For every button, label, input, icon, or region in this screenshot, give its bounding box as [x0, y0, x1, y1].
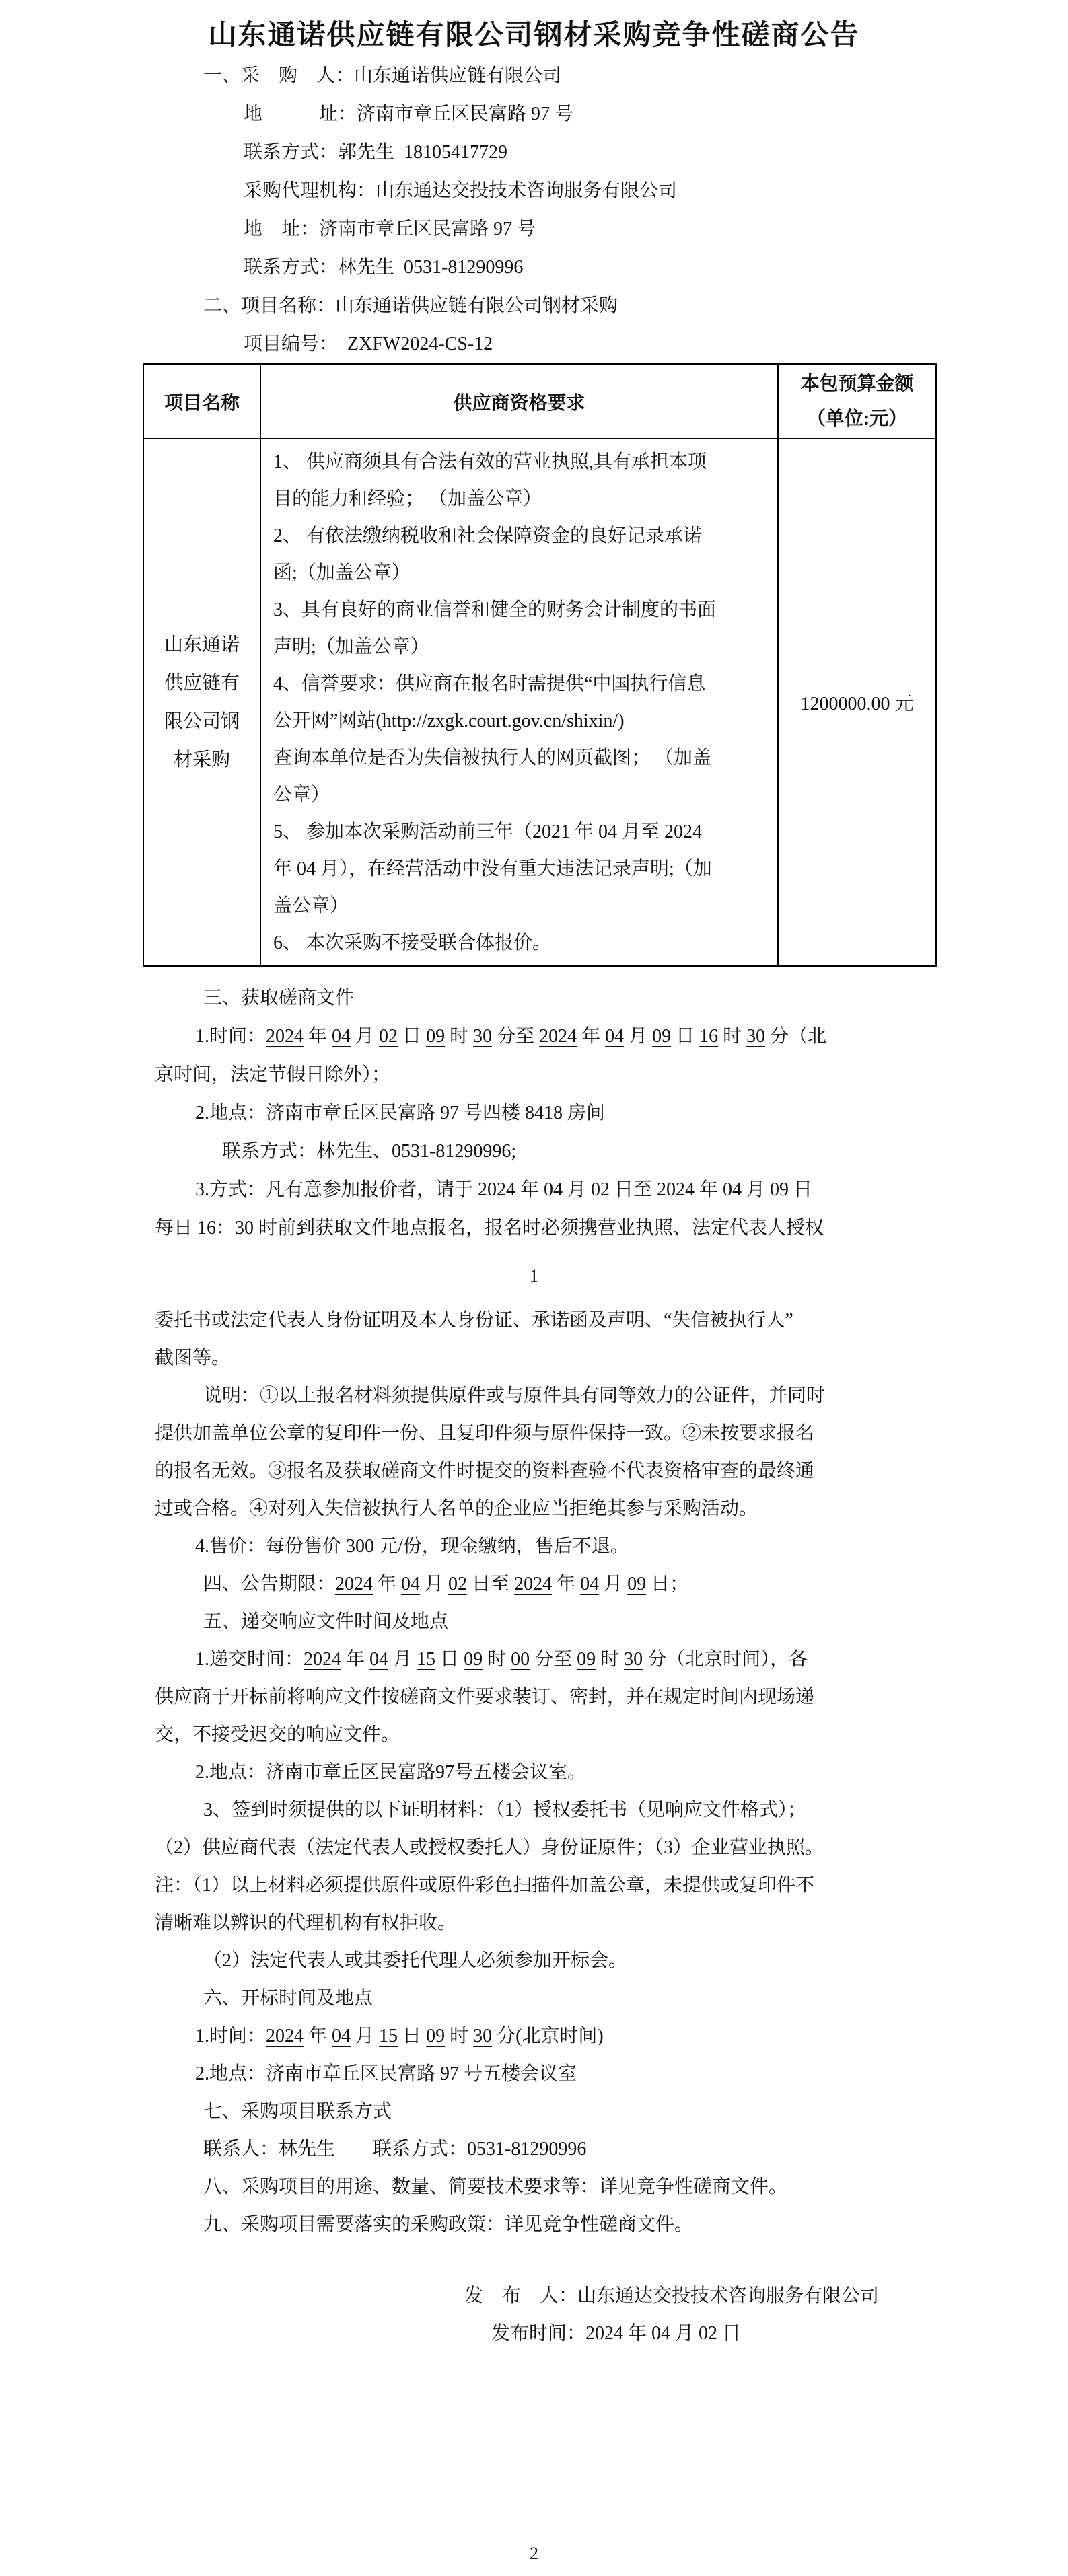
doc-line: 九、采购项目需要落实的采购政策：详见竞争性磋商文件。 [203, 2214, 694, 2235]
text-segment: 时 [596, 1649, 625, 1670]
doc-line: 交，不接受迟交的响应文件。 [155, 1724, 400, 1745]
col-header-budget [778, 364, 936, 439]
text-segment: 年 [341, 1649, 370, 1670]
text-segment: 日至 [467, 1574, 515, 1594]
underlined-date-segment: 2024 [539, 1026, 577, 1047]
doc-line: 的报名无效。③报名及获取磋商文件时提交的资料查验不代表资格审查的最终通 [155, 1461, 815, 1481]
underlined-date-segment: 15 [417, 1649, 436, 1670]
doc-line: 六、开标时间及地点 [203, 1988, 373, 2009]
text-segment: 日 [435, 1649, 464, 1670]
doc-line: 3、签到时须提供的以下证明材料：（1）授权委托书（见响应文件格式）； [203, 1800, 807, 1820]
requirement-line: 函;（加盖公章） [273, 562, 411, 583]
requirement-line: 6、 本次采购不接受联合体报价。 [273, 932, 552, 953]
doc-line: 五、递交响应文件时间及地点 [203, 1611, 449, 1632]
underlined-date-segment: 09 [426, 1026, 446, 1047]
doc-line: 2.地点：济南市章丘区民富路 97 号五楼会议室 [195, 2063, 577, 2084]
text-segment: 1.递交时间： [195, 1649, 304, 1670]
underlined-date-segment: 04 [605, 1026, 625, 1047]
underlined-date-segment: 09 [652, 1026, 672, 1047]
table-header-row [143, 364, 936, 439]
text-segment: 月 [351, 1026, 380, 1047]
requirement-line: 目的能力和经验； （加盖公章） [273, 488, 542, 509]
doc-line: 京时间，法定节假日除外）； [155, 1064, 391, 1085]
project-name-line: 山东通诺 [164, 634, 240, 655]
doc-line: 注：（1）以上材料必须提供原件或原件彩色扫描件加盖公章，未提供或复印件不 [155, 1875, 815, 1896]
budget-header-line2: （单位:元） [806, 408, 908, 429]
requirement-line: 盖公章） [273, 895, 349, 916]
text-segment: 分至 [530, 1649, 577, 1670]
text-segment: 1.时间： [195, 1026, 266, 1047]
doc-line: 2.地点：济南市章丘区民富路97号五楼会议室。 [195, 1762, 587, 1783]
underlined-date-segment: 16 [699, 1026, 719, 1047]
doc-line: 七、采购项目联系方式 [203, 2101, 392, 2122]
text-segment: 年 [577, 1026, 606, 1047]
intro-line: 一、采 购 人：山东通诺供应链有限公司 [203, 65, 562, 86]
text-segment: 日 [398, 2026, 427, 2047]
text-segment: 1.时间： [195, 2026, 266, 2047]
doc-line: 说明：①以上报名材料须提供原件或与原件具有同等效力的公证件，并同时 [203, 1385, 826, 1406]
text-segment: 日； [646, 1574, 689, 1594]
doc-line: 每日 16：30 时前到获取文件地点报名，报名时必须携营业执照、法定代表人授权 [155, 1218, 824, 1239]
underlined-date-segment: 09 [627, 1574, 647, 1594]
requirement-line: 公开网”网站(http://zxgk.court.gov.cn/shixin/) [273, 710, 625, 731]
col-header-qualifications: 供应商资格要求 [260, 364, 778, 439]
underlined-date-segment: 04 [332, 2026, 351, 2047]
text-segment: 分（北京时间），各 [643, 1649, 808, 1670]
text-segment: 时 [445, 2026, 474, 2047]
requirement-line: 查询本单位是否为失信被执行人的网页截图； （加盖 [273, 747, 712, 768]
text-segment: 四、公告期限： [203, 1574, 336, 1594]
intro-line: 联系方式：郭先生 18105417729 [244, 142, 508, 163]
underlined-date-segment: 02 [379, 1026, 398, 1047]
requirements-table [143, 363, 937, 967]
underlined-date-segment: 2024 [304, 1649, 342, 1670]
text-segment: 月 [351, 2026, 380, 2047]
requirement-line: 2、 有依法缴纳税收和社会保障资金的良好记录承诺 [273, 525, 703, 546]
project-name-line: 供应链有 [164, 673, 240, 694]
underlined-date-segment: 2024 [266, 1026, 304, 1047]
doc-line: 供应商于开标前将响应文件按磋商文件要求装订、密封，并在规定时间内现场递 [155, 1687, 815, 1707]
doc-line: 三、获取磋商文件 [203, 988, 355, 1008]
budget-cell [778, 439, 936, 966]
text-segment: 年 [304, 1026, 332, 1047]
underlined-date-segment: 30 [624, 1649, 643, 1670]
text-segment: 月 [420, 1574, 449, 1594]
text-segment: 月 [624, 1026, 653, 1047]
doc-line: 联系人：林先生 联系方式：0531-81290996 [203, 2139, 587, 2160]
underlined-date-segment: 09 [426, 2026, 446, 2047]
intro-line: 联系方式：林先生 0531-81290996 [244, 257, 524, 278]
doc-line [155, 2018, 913, 2055]
requirement-line: 年 04 月），在经营活动中没有重大违法记录声明;（加 [273, 858, 712, 879]
section-page2-body [155, 1302, 913, 2244]
underlined-date-segment: 04 [369, 1649, 389, 1670]
underlined-date-segment: 04 [580, 1574, 600, 1594]
text-segment: 分至 [492, 1026, 540, 1047]
doc-line: 委托书或法定代表人身份证明及本人身份证、承诺函及声明、“失信被执行人” [155, 1310, 793, 1331]
text-segment: 时 [483, 1649, 511, 1670]
requirement-line: 声明;（加盖公章） [273, 636, 429, 657]
project-name-line: 材采购 [173, 749, 230, 770]
requirement-line: 4、信誉要求：供应商在报名时需提供“中国执行信息 [273, 673, 706, 694]
text-segment: 年 [552, 1574, 581, 1594]
intro-line: 地 址：济南市章丘区民富路 97 号 [244, 219, 536, 240]
text-segment: 年 [304, 2026, 332, 2047]
publisher-line: 发 布 人：山东通达交投技术咨询服务有限公司 [464, 2285, 880, 2306]
intro-section [155, 57, 913, 363]
doc-line [155, 1641, 913, 1679]
qualifications-cell [260, 439, 778, 966]
underlined-date-segment: 09 [577, 1649, 596, 1670]
doc-line: 截图等。 [155, 1348, 231, 1368]
page-number-1: 1 [530, 1266, 538, 1286]
text-segment: 日 [398, 1026, 427, 1047]
requirement-line: 公章） [273, 784, 330, 805]
doc-line: 清晰难以辨识的代理机构有权拒收。 [155, 1913, 457, 1934]
doc-line: （2）法定代表人或其委托代理人必须参加开标会。 [203, 1950, 628, 1971]
text-segment: 时 [445, 1026, 474, 1047]
doc-line: 过或合格。④对列入失信被执行人名单的企业应当拒绝其参与采购活动。 [155, 1498, 758, 1519]
text-segment: 月 [599, 1574, 628, 1594]
text-segment: 分(北京时间) [492, 2026, 604, 2047]
intro-line: 地 址：济南市章丘区民富路 97 号 [244, 104, 574, 124]
underlined-date-segment: 2024 [266, 2026, 304, 2047]
underlined-date-segment: 2024 [335, 1574, 373, 1594]
doc-line: 提供加盖单位公章的复印件一份、且复印件须与原件保持一致。②未按要求报名 [155, 1423, 815, 1444]
underlined-date-segment: 30 [473, 1026, 493, 1047]
doc-line: 八、采购项目的用途、数量、简要技术要求等：详见竞争性磋商文件。 [203, 2176, 788, 2197]
doc-line: 4.售价：每份售价 300 元/份，现金缴纳，售后不退。 [195, 1536, 629, 1557]
text-segment: 日 [671, 1026, 700, 1047]
footer-section [155, 2277, 913, 2353]
table-body-row [143, 439, 936, 966]
underlined-date-segment: 09 [464, 1649, 483, 1670]
doc-line: 2.地点：济南市章丘区民富路 97 号四楼 8418 房间 [195, 1103, 606, 1124]
project-name-line: 限公司钢 [164, 711, 240, 732]
intro-line: 项目编号： ZXFW2024-CS-12 [244, 334, 493, 355]
underlined-date-segment: 04 [332, 1026, 351, 1047]
underlined-date-segment: 00 [511, 1649, 530, 1670]
requirement-line: 3、具有良好的商业信誉和健全的财务会计制度的书面 [273, 599, 717, 620]
requirement-line: 5、 参加本次采购活动前三年（2021 年 04 月至 2024 [273, 821, 703, 842]
publish-date-line: 发布时间：2024 年 04 月 02 日 [491, 2323, 742, 2344]
text-segment: 年 [373, 1574, 402, 1594]
doc-line: 联系方式：林先生、0531-81290996; [222, 1141, 517, 1162]
underlined-date-segment: 15 [379, 2026, 398, 2047]
requirement-line: 1、 供应商须具有合法有效的营业执照,具有承担本项 [273, 451, 707, 472]
col-header-project-name: 项目名称 [143, 364, 260, 439]
underlined-date-segment: 02 [448, 1574, 468, 1594]
doc-line [155, 1017, 913, 1056]
section-get-documents [155, 979, 913, 1247]
doc-line [155, 1566, 913, 1603]
underlined-date-segment: 04 [401, 1574, 421, 1594]
underlined-date-segment: 30 [473, 2026, 493, 2047]
budget-header-line1: 本包预算金额 [800, 373, 914, 394]
budget-value: 1200000.00 元 [800, 694, 914, 714]
text-segment: 月 [388, 1649, 417, 1670]
doc-line: 3.方式：凡有意参加报价者，请于 2024 年 04 月 02 日至 2024 年 04 月 09 日 [195, 1179, 813, 1200]
doc-line: （2）供应商代表（法定代表人或授权委托人）身份证原件；（3）企业营业执照。 [155, 1837, 824, 1858]
project-name-cell [143, 439, 260, 966]
page-title: 山东通诺供应链有限公司钢材采购竞争性磋商公告 [208, 20, 860, 51]
text-segment: 时 [718, 1026, 747, 1047]
intro-line: 采购代理机构：山东通达交投技术咨询服务有限公司 [244, 180, 678, 201]
underlined-date-segment: 2024 [514, 1574, 553, 1594]
page-number-2: 2 [530, 2544, 538, 2563]
underlined-date-segment: 30 [746, 1026, 766, 1047]
intro-line: 二、项目名称：山东通诺供应链有限公司钢材采购 [203, 295, 618, 316]
text-segment: 分（北 [765, 1026, 827, 1047]
